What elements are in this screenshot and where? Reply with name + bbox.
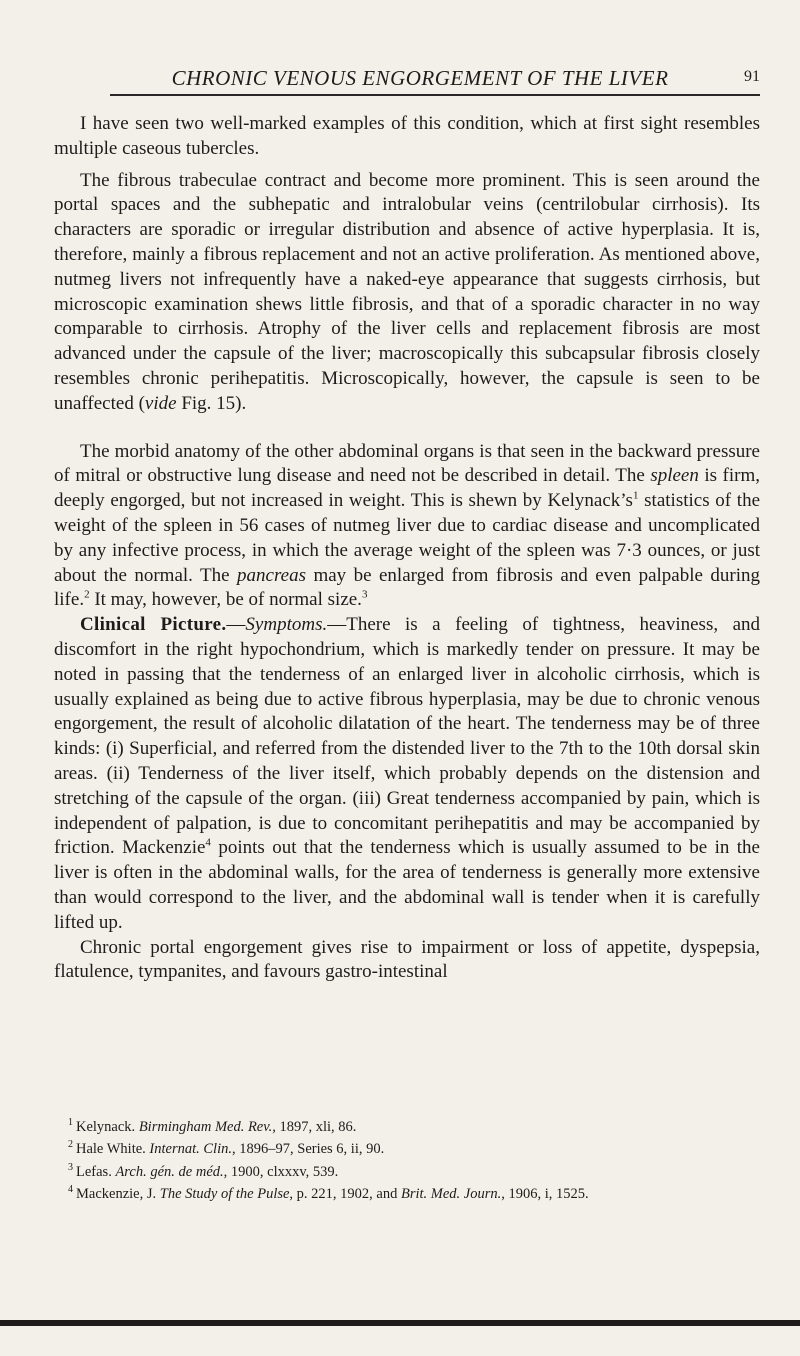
spleen-word: spleen	[650, 465, 699, 487]
paragraph-1: I have seen two well-marked examples of this condition, which at first sight resembles multiple caseous tubercles.	[54, 113, 760, 159]
footnote-4: $^4$ Mackenzie, J. The Study of the Pulse, p. 221, 1902, and Brit. Med. Journ., 1906, i, 1525.	[68, 1183, 589, 1202]
paragraph-2: The fibrous trabeculae contract and become more prominent. This is seen around the portal spaces and the subhepatic and intralobular veins (centrilobular cirrhosis). Its characters are sporadic or irregular distribution and absence of active hyperplasia. It is, therefore, mainly a fibrous replacement and not an active proliferation. As mentioned above, nutmeg livers not infrequently have a naked-eye appearance that suggests cirrhosis, but microscopic examination shews little fibrosis, and that of a sporadic character in no way comparable to cirrhosis. Atrophy of the liver cells and replacement fibrosis are most advanced under the capsule of the liver; macroscopically this subcapsular fibrosis closely resembles chronic perihepatitis. Microscopically, however, the capsule is seen to be unaffected (vide Fig. 15).	[54, 169, 760, 414]
footnote-ref-2: 2	[84, 589, 90, 602]
pancreas-word: pancreas	[237, 564, 306, 586]
footnote-3: $^3$ Lefas. Arch. gén. de méd., 1900, clxxxv, 539.	[68, 1161, 339, 1180]
symptoms-subheading: Symptoms.	[245, 614, 328, 636]
paragraph-3: The morbid anatomy of the other abdominal organs is that seen in the backward pressure of mitral or obstructive lung disease and need not be described in detail. The spleen is firm, deeply engorged, but not increased in weight. This is shewn by $Kelynack’s^1$ statistics of the weight of the spleen in 56 cases of nutmeg liver due to cardiac disease and uncomplicated by any infective process, in which the average weight of the spleen was 7·3 ounces, or just about the normal. The pancreas may be enlarged from fibrosis and even palpable during life.$^2$ It may, however, be of normal size.$^3$	[54, 440, 761, 611]
page-number: 91	[744, 68, 760, 85]
vide-word: vide	[144, 392, 177, 414]
footnote-1: $^1$ Kelynack. Birmingham Med. Rev., 1897, xli, 86.	[68, 1117, 357, 1135]
body-text	[54, 112, 760, 985]
footnote-ref-1: 1	[632, 489, 639, 502]
running-head: CHRONIC VENOUS ENGORGEMENT OF THE LIVER	[171, 66, 669, 90]
footnote-2: $^2$ Hale White. Internat. Clin., 1896–97, Series 6, ii, 90.	[68, 1139, 385, 1158]
footnote-ref-3: 3	[361, 589, 368, 602]
section-heading: Clinical Picture.	[80, 614, 227, 636]
page-header	[110, 66, 760, 96]
paragraph-4: Clinical Picture.—Symptoms.—There is a feeling of tightness, heaviness, and discomfort in the right hypochondrium, which is markedly tender on pressure. It may be noted in passing that the tenderness of an enlarged liver in alcoholic cirrhosis, which is usually explained as being due to active fibrous hyperplasia, may be due to chronic venous engorgement, the result of alcoholic dilatation of the heart. The tenderness may be of three kinds: (i) Superficial, and referred from the distended liver to the 7th to the 10th dorsal skin areas. (ii) Tenderness of the liver itself, which probably depends on the distension and stretching of the capsule of the organ. (iii) Great tenderness accompanied by pain, which is independent of palpation, is due to concomitant perihepatitis and may be accompanied by friction. Mackenzie$^4$ points out that the tenderness which is usually assumed to be in the liver is often in the abdominal walls, for the area of tenderness is generally more extensive than would correspond to the liver, and the abdominal wall is tender when it is carefully lifted up.	[54, 614, 761, 933]
paragraph-5: Chronic portal engorgement gives rise to impairment or loss of appetite, dyspepsia, flatulence, tympanites, and favours gastro-intestinal	[54, 936, 760, 983]
footnote-ref-4: 4	[205, 836, 211, 849]
footnotes	[54, 1114, 760, 1203]
page-bottom-edge	[0, 1320, 800, 1326]
